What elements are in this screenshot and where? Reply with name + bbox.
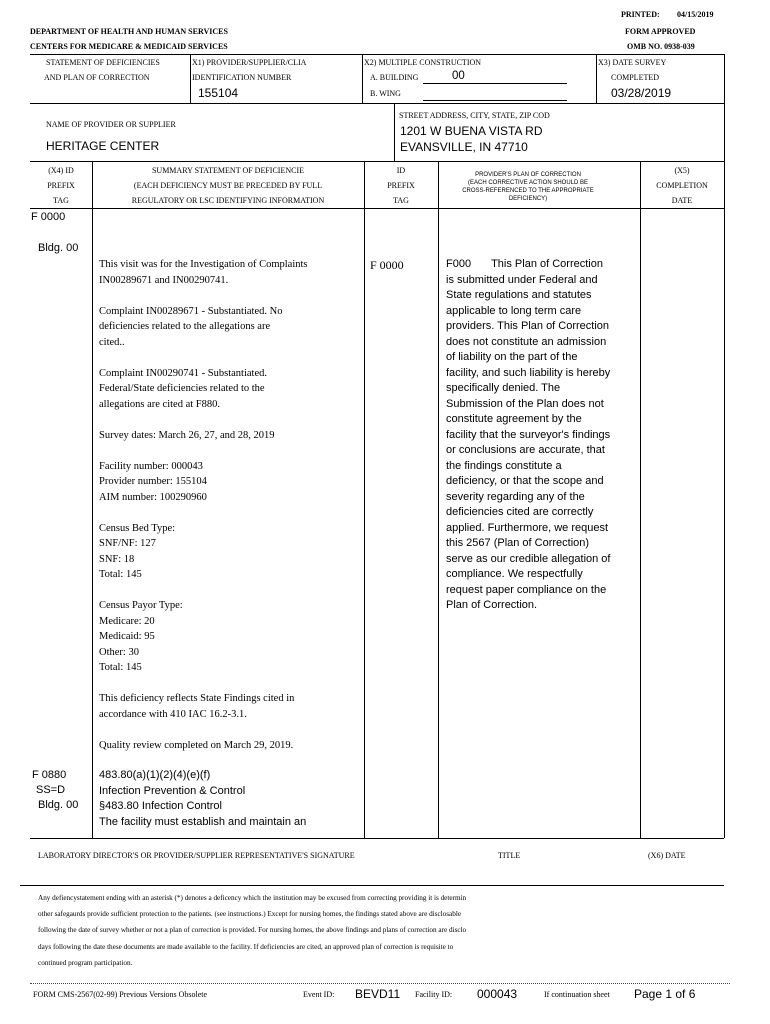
printed-date: 04/15/2019: [677, 10, 714, 19]
agency-line-2: CENTERS FOR MEDICARE & MEDICAID SERVICES: [30, 42, 228, 51]
wing-label: B. WING: [370, 89, 401, 98]
x3-label-2: COMPLETED: [611, 73, 659, 82]
summary-para-4: Survey dates: March 26, 27, and 28, 2019: [99, 429, 275, 441]
plan-label-4: DEFICIENCY): [508, 196, 548, 202]
id-label-2: PREFIX: [387, 181, 415, 190]
provider-name: HERITAGE CENTER: [46, 139, 160, 153]
title-label: TITLE: [498, 851, 521, 860]
summary-label-1: SUMMARY STATEMENT OF DEFICIENCIE: [151, 166, 305, 175]
id-label-1: ID: [396, 166, 406, 175]
facility-id-value: 000043: [477, 987, 518, 1001]
x1-label-1: X1) PROVIDER/SUPPLIER/CLIA: [192, 58, 307, 67]
street-address: 1201 W BUENA VISTA RD: [400, 124, 543, 138]
date-label: (X6) DATE: [648, 851, 686, 860]
city-state-zip: EVANSVILLE, IN 47710: [400, 140, 528, 154]
form-approved: FORM APPROVED: [625, 27, 696, 36]
summary-statement: [99, 257, 308, 769]
tag-f0880: F 0880: [32, 769, 67, 781]
plan-first-line: This Plan of Correction: [491, 258, 603, 270]
summary-para-6: Census Bed Type: SNF/NF: 127 SNF: 18 Total: 145: [99, 522, 176, 580]
x5-label-3: DATE: [671, 196, 693, 205]
scope-severity: SS=D: [36, 784, 66, 796]
summary-para-7: Census Payor Type: Medicare: 20 Medicaid: 95 Other: 30 Total: 145: [99, 600, 183, 673]
summary-para-8: This deficiency reflects State Findings cited in accordance with 410 IAC 16.2-3.1.: [99, 693, 295, 720]
x2-label: X2) MULTIPLE CONSTRUCTION: [364, 58, 482, 67]
x3-label-1: X3) DATE SURVEY: [598, 58, 667, 67]
summary-para-1: This visit was for the Investigation of Complaints IN00289671 and IN00290741.: [99, 259, 308, 286]
disclaimer-notice: Any defiencystatement ending with an asterisk (*) denotes a deficency which the institution may be excused from correcting providing it is determin other safegaurds provide sufficient protection to the patients. (see instructions.) Except for nursing homes, the findings stated above are disclosable following the date of survey whether or not a plan of correction is provided. For nursing homes, the above findings and plans of correction are disclo days following the date these documents are made available to the facility. If deficiencies are cited, an approved plan of correction is requisite to continued program participation.: [38, 894, 467, 967]
x4-label-3: TAG: [53, 196, 69, 205]
address-label: STREET ADDRESS, CITY, STATE, ZIP COD: [399, 111, 550, 120]
continuation-label: If continuation sheet: [544, 990, 610, 999]
plan-label-2: (EACH CORRECTIVE ACTION SHOULD BE: [467, 180, 589, 186]
summary-label-3: REGULATORY OR LSC IDENTIFYING INFORMATION: [131, 196, 325, 205]
form-number: FORM CMS-2567(02-99) Previous Versions Obsolete: [33, 990, 208, 999]
statement-label-1: STATEMENT OF DEFICIENCIES: [46, 58, 160, 67]
x4-label-2: PREFIX: [47, 181, 75, 190]
x5-label-2: COMPLETION: [656, 181, 708, 190]
id-label-3: TAG: [393, 196, 409, 205]
summary-para-5: Facility number: 000043 Provider number: 155104 AIM number: 100290960: [99, 460, 207, 503]
summary-para-3: Complaint IN00290741 - Substantiated. Federal/State deficiencies related to the allegations are cited at F880.: [99, 367, 267, 410]
statement-label-2: AND PLAN OF CORRECTION: [44, 73, 150, 82]
building-tag-2: Bldg. 00: [38, 799, 79, 811]
provider-name-label: NAME OF PROVIDER OR SUPPLIER: [46, 120, 176, 129]
building-tag-1: Bldg. 00: [38, 242, 79, 254]
x4-label-1: (X4) ID: [48, 166, 74, 175]
event-id-value: BEVD11: [355, 987, 401, 1001]
survey-date-value: 03/28/2019: [611, 86, 672, 100]
tag-f0000: F 0000: [31, 211, 66, 223]
page-number: Page 1 of 6: [634, 987, 696, 1001]
plan-label-1: PROVIDER'S PLAN OF CORRECTION: [475, 172, 581, 178]
plan-id-tag: F 0000: [370, 258, 404, 272]
f880-regulation-text: 483.80(a)(1)(2)(4)(e)(f) Infection Prevention & Control §483.80 Infection Control The facility must establish and maintain an: [99, 769, 307, 828]
plan-code: F000: [446, 258, 472, 270]
summary-label-2: (EACH DEFICIENCY MUST BE PRECEDED BY FULL: [133, 181, 323, 190]
omb-number: OMB NO. 0938-039: [627, 42, 695, 51]
agency-line-1: DEPARTMENT OF HEALTH AND HUMAN SERVICES: [30, 27, 228, 36]
provider-id-value: 155104: [198, 86, 239, 100]
building-value: 00: [452, 70, 465, 82]
printed-label: PRINTED:: [621, 10, 660, 19]
plan-of-correction: F000 This Plan of Correction is submitted under Federal and State regulations and statutes applicable to long term care providers. This Plan of Correction does not constitute an admission of liability on the part of the facility, and such liability is hereby specifically denied. The Submission of the Plan does not constitute agreement by the facility that the surveyor's findings or conclusions are accurate, that the findings constitute a deficiency, or that the scope and severity regarding any of the deficiencies cited are correctly applied. Furthermore, we request this 2567 (Plan of Correction) serve as our credible allegation of compliance. We respectfully request paper compliance on the Plan of Correction.: [446, 258, 611, 611]
signature-label: LABORATORY DIRECTOR'S OR PROVIDER/SUPPLIER REPRESENTATIVE'S SIGNATURE: [38, 851, 355, 860]
facility-id-label: Facility ID:: [415, 990, 453, 999]
summary-para-2: Complaint IN00289671 - Substantiated. No deficiencies related to the allegations are cited..: [99, 305, 283, 348]
event-id-label: Event ID:: [303, 990, 335, 999]
x1-label-2: IDENTIFICATION NUMBER: [192, 73, 292, 82]
building-label: A. BUILDING: [370, 73, 419, 82]
x5-label-1: (X5): [674, 166, 690, 175]
plan-label-3: CROSS-REFERENCED TO THE APPROPRIATE: [462, 188, 594, 194]
summary-para-9: Quality review completed on March 29, 2019.: [99, 739, 294, 751]
